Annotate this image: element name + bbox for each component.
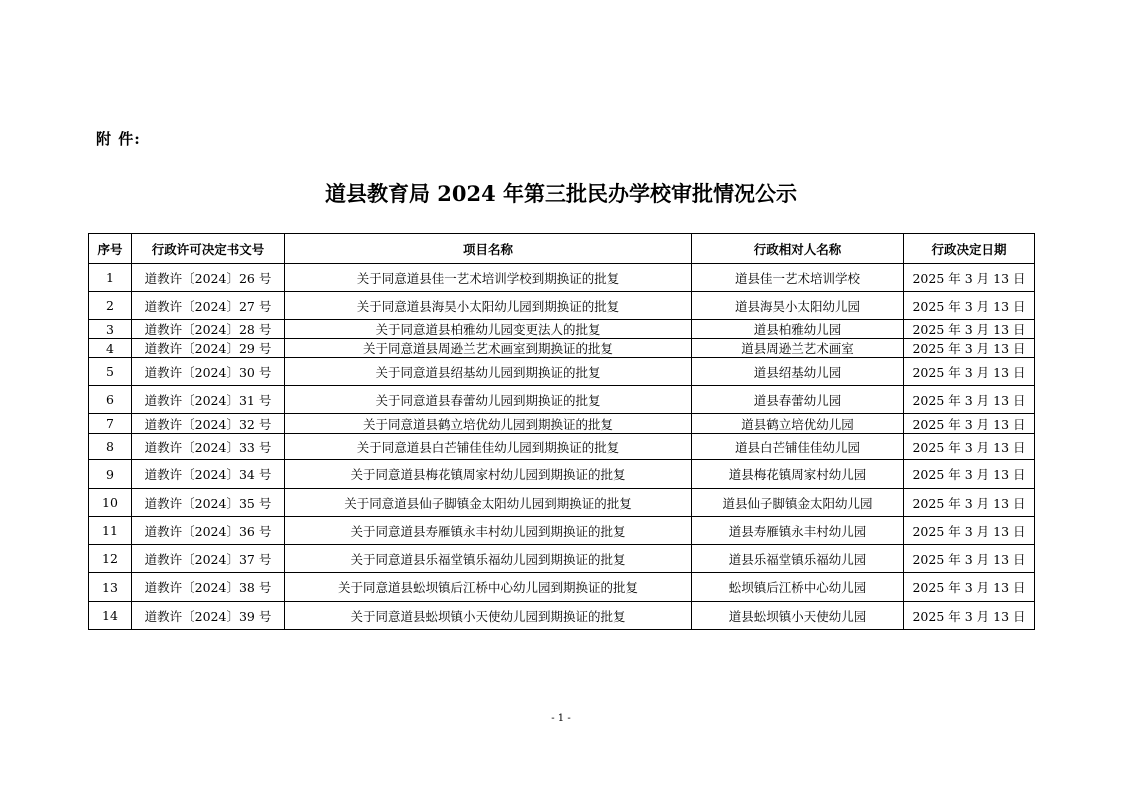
cell-decision-date: 2025 年 3 月 13 日	[904, 264, 1035, 292]
cell-party-name: 道县蚣坝镇小天使幼儿园	[692, 602, 904, 630]
cell-seq: 8	[89, 434, 132, 460]
cell-decision-date: 2025 年 3 月 13 日	[904, 460, 1035, 489]
cell-party-name: 道县春蕾幼儿园	[692, 386, 904, 414]
cell-decision-date: 2025 年 3 月 13 日	[904, 320, 1035, 339]
cell-seq: 10	[89, 489, 132, 517]
cell-seq: 9	[89, 460, 132, 489]
cell-decision-date: 2025 年 3 月 13 日	[904, 434, 1035, 460]
cell-project-name: 关于同意道县周逊兰艺术画室到期换证的批复	[285, 339, 692, 358]
cell-seq: 11	[89, 517, 132, 545]
table-row	[89, 489, 1035, 517]
cell-doc-number: 道教许〔2024〕31 号	[132, 386, 285, 414]
cell-doc-number: 道教许〔2024〕29 号	[132, 339, 285, 358]
table-row	[89, 602, 1035, 630]
cell-party-name: 道县绍基幼儿园	[692, 358, 904, 386]
cell-party-name: 道县乐福堂镇乐福幼儿园	[692, 545, 904, 573]
cell-doc-number: 道教许〔2024〕27 号	[132, 292, 285, 320]
cell-seq: 5	[89, 358, 132, 386]
header-doc-number: 行政许可决定书文号	[132, 234, 285, 264]
cell-doc-number: 道教许〔2024〕36 号	[132, 517, 285, 545]
cell-seq: 6	[89, 386, 132, 414]
cell-party-name: 道县佳一艺术培训学校	[692, 264, 904, 292]
cell-project-name: 关于同意道县绍基幼儿园到期换证的批复	[285, 358, 692, 386]
cell-project-name: 关于同意道县寿雁镇永丰村幼儿园到期换证的批复	[285, 517, 692, 545]
cell-decision-date: 2025 年 3 月 13 日	[904, 414, 1035, 434]
cell-doc-number: 道教许〔2024〕37 号	[132, 545, 285, 573]
cell-seq: 2	[89, 292, 132, 320]
cell-doc-number: 道教许〔2024〕30 号	[132, 358, 285, 386]
table-row	[89, 573, 1035, 602]
table-row	[89, 517, 1035, 545]
header-seq: 序号	[89, 234, 132, 264]
cell-party-name: 道县仙子脚镇金太阳幼儿园	[692, 489, 904, 517]
cell-decision-date: 2025 年 3 月 13 日	[904, 573, 1035, 602]
cell-decision-date: 2025 年 3 月 13 日	[904, 386, 1035, 414]
cell-decision-date: 2025 年 3 月 13 日	[904, 517, 1035, 545]
header-decision-date: 行政决定日期	[904, 234, 1035, 264]
cell-doc-number: 道教许〔2024〕39 号	[132, 602, 285, 630]
cell-party-name: 道县周逊兰艺术画室	[692, 339, 904, 358]
cell-doc-number: 道教许〔2024〕28 号	[132, 320, 285, 339]
cell-party-name: 道县柏雅幼儿园	[692, 320, 904, 339]
table-row	[89, 460, 1035, 489]
cell-doc-number: 道教许〔2024〕26 号	[132, 264, 285, 292]
cell-party-name: 道县鹤立培优幼儿园	[692, 414, 904, 434]
header-project-name: 项目名称	[285, 234, 692, 264]
cell-decision-date: 2025 年 3 月 13 日	[904, 292, 1035, 320]
cell-doc-number: 道教许〔2024〕32 号	[132, 414, 285, 434]
cell-seq: 14	[89, 602, 132, 630]
cell-party-name: 道县白芒铺佳佳幼儿园	[692, 434, 904, 460]
cell-decision-date: 2025 年 3 月 13 日	[904, 545, 1035, 573]
cell-project-name: 关于同意道县乐福堂镇乐福幼儿园到期换证的批复	[285, 545, 692, 573]
table-header-row	[89, 234, 1035, 264]
cell-party-name: 道县海昊小太阳幼儿园	[692, 292, 904, 320]
cell-seq: 4	[89, 339, 132, 358]
cell-decision-date: 2025 年 3 月 13 日	[904, 358, 1035, 386]
cell-project-name: 关于同意道县海昊小太阳幼儿园到期换证的批复	[285, 292, 692, 320]
cell-doc-number: 道教许〔2024〕34 号	[132, 460, 285, 489]
cell-project-name: 关于同意道县蚣坝镇小天使幼儿园到期换证的批复	[285, 602, 692, 630]
attachment-label: 附 件:	[96, 130, 141, 148]
cell-project-name: 关于同意道县春蕾幼儿园到期换证的批复	[285, 386, 692, 414]
cell-seq: 7	[89, 414, 132, 434]
cell-project-name: 关于同意道县佳一艺术培训学校到期换证的批复	[285, 264, 692, 292]
cell-project-name: 关于同意道县蚣坝镇后江桥中心幼儿园到期换证的批复	[285, 573, 692, 602]
table-row	[89, 434, 1035, 460]
page-number: - 1 -	[551, 713, 571, 724]
table-row	[89, 358, 1035, 386]
table-row	[89, 414, 1035, 434]
cell-party-name: 道县寿雁镇永丰村幼儿园	[692, 517, 904, 545]
cell-decision-date: 2025 年 3 月 13 日	[904, 339, 1035, 358]
cell-project-name: 关于同意道县白芒铺佳佳幼儿园到期换证的批复	[285, 434, 692, 460]
table-row	[89, 545, 1035, 573]
cell-party-name: 道县梅花镇周家村幼儿园	[692, 460, 904, 489]
table-row	[89, 320, 1035, 339]
cell-party-name: 蚣坝镇后江桥中心幼儿园	[692, 573, 904, 602]
approval-table	[88, 233, 1035, 630]
cell-doc-number: 道教许〔2024〕33 号	[132, 434, 285, 460]
cell-project-name: 关于同意道县鹤立培优幼儿园到期换证的批复	[285, 414, 692, 434]
cell-seq: 1	[89, 264, 132, 292]
cell-project-name: 关于同意道县仙子脚镇金太阳幼儿园到期换证的批复	[285, 489, 692, 517]
cell-seq: 12	[89, 545, 132, 573]
cell-seq: 13	[89, 573, 132, 602]
table-row	[89, 264, 1035, 292]
table-row	[89, 339, 1035, 358]
table-row	[89, 386, 1035, 414]
cell-project-name: 关于同意道县梅花镇周家村幼儿园到期换证的批复	[285, 460, 692, 489]
header-party-name: 行政相对人名称	[692, 234, 904, 264]
cell-decision-date: 2025 年 3 月 13 日	[904, 489, 1035, 517]
cell-project-name: 关于同意道县柏雅幼儿园变更法人的批复	[285, 320, 692, 339]
document-title: 道县教育局 2024 年第三批民办学校审批情况公示	[324, 181, 798, 206]
cell-decision-date: 2025 年 3 月 13 日	[904, 602, 1035, 630]
cell-doc-number: 道教许〔2024〕38 号	[132, 573, 285, 602]
table-row	[89, 292, 1035, 320]
cell-doc-number: 道教许〔2024〕35 号	[132, 489, 285, 517]
cell-seq: 3	[89, 320, 132, 339]
